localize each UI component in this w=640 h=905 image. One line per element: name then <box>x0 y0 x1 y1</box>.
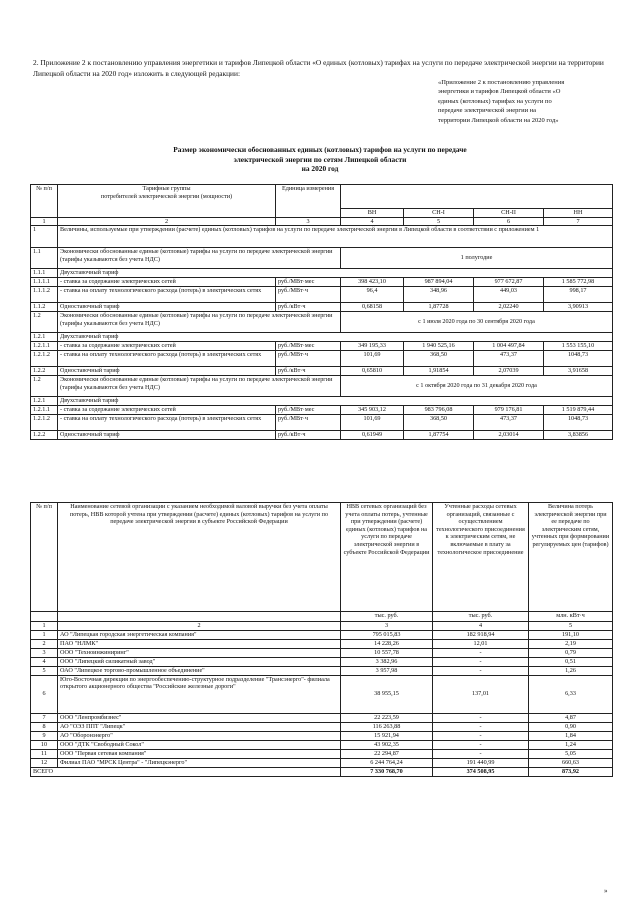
tariff-value: 345 903,12 <box>341 406 404 415</box>
tariff-value: 398 423,10 <box>341 278 404 287</box>
row-number: 1 <box>31 226 58 248</box>
page-mark: » <box>604 887 608 895</box>
tariff-value: 977 672,87 <box>474 278 544 287</box>
tariff-value: 449,03 <box>474 287 544 303</box>
organization-name: ООО "Первая сетевая компания" <box>58 749 341 758</box>
tariff-value: 1 553 155,10 <box>544 342 613 351</box>
column-number: 4 <box>341 217 404 226</box>
tariff-value: 1048,73 <box>544 415 613 431</box>
period-label: 1 полугодие <box>341 248 613 269</box>
organization-name: ООО "Ленпромбизнес" <box>58 713 341 722</box>
losses-value: 6,33 <box>529 675 613 713</box>
losses-value: 1,84 <box>529 731 613 740</box>
row-number: 1.1.1 <box>31 269 58 278</box>
row-title: Одноставочный тариф <box>58 367 276 376</box>
row-number: 1.1.2 <box>31 303 58 312</box>
tech-expenses-value: - <box>433 722 529 731</box>
table-row <box>31 657 613 666</box>
tariff-value: 101,69 <box>341 415 404 431</box>
table-row <box>31 675 613 713</box>
tariff-value: 2,07039 <box>474 367 544 376</box>
header-level: СН-I <box>404 209 474 218</box>
nvv-value: 14 228,26 <box>341 639 433 648</box>
nvv-value: 6 244 764,24 <box>341 758 433 767</box>
heading-line: электрической энергии по сетям Липецкой области <box>233 154 407 164</box>
row-title: - ставка на оплату технологического расхода (потерь) в электрических сетях <box>58 351 276 367</box>
row-number: 1.2.1 <box>31 333 58 342</box>
nvv-value: 22 294,87 <box>341 749 433 758</box>
tariff-value: 0,68158 <box>341 303 404 312</box>
table-row <box>31 248 613 269</box>
losses-value: 0,51 <box>529 657 613 666</box>
table-row <box>31 722 613 731</box>
header-levels-blank <box>341 185 613 209</box>
table-row <box>31 367 613 376</box>
tariff-value: 987 894,04 <box>404 278 474 287</box>
nvv-value: 3 382,96 <box>341 657 433 666</box>
losses-value: 1,26 <box>529 666 613 675</box>
row-title: Экономически обоснованные единые (котловые) тарифы на услуги по передаче электрической энергии (тарифы указываются без учета НДС) <box>58 248 341 269</box>
nvv-value: 43 902,35 <box>341 740 433 749</box>
row-unit: руб./МВт·мес <box>276 406 341 415</box>
unit-label: тыс. руб. <box>433 612 529 622</box>
units-blank <box>31 612 58 622</box>
nvv-value: 10 557,78 <box>341 648 433 657</box>
table-row <box>31 342 613 351</box>
nvv-value: 3 957,98 <box>341 666 433 675</box>
column-number: 2 <box>58 217 276 226</box>
tech-expenses-value: - <box>433 657 529 666</box>
row-number: 1.2.2 <box>31 367 58 376</box>
tariff-value: 983 796,08 <box>404 406 474 415</box>
row-number: 3 <box>31 648 58 657</box>
row-number: 1.2.1.2 <box>31 351 58 367</box>
row-title: Двухставочный тариф <box>58 269 613 278</box>
tariff-value: 998,17 <box>544 287 613 303</box>
tariff-value: 473,37 <box>474 415 544 431</box>
row-number: 1.2 <box>31 312 58 333</box>
row-unit: руб./МВт·мес <box>276 278 341 287</box>
tariff-value: 1,91854 <box>404 367 474 376</box>
column-number: 5 <box>404 217 474 226</box>
losses-value: 2,19 <box>529 639 613 648</box>
table-row <box>31 312 613 333</box>
total-tech-expenses: 374 508,95 <box>433 767 529 776</box>
row-title: Экономически обоснованные единые (котловые) тарифы на услуги по передаче электрической энергии (тарифы указываются без учета НДС) <box>58 312 341 333</box>
heading-line: Размер экономически обоснованных единых (котловых) тарифов на услуги по передаче <box>173 145 467 154</box>
tariff-value: 1,87728 <box>404 303 474 312</box>
row-title: Одноставочный тариф <box>58 431 276 440</box>
tariff-value: 348,96 <box>404 287 474 303</box>
header-level: НН <box>544 209 613 218</box>
column-number: 2 <box>58 622 341 631</box>
row-number: 12 <box>31 758 58 767</box>
tariff-value: 1,87754 <box>404 431 474 440</box>
total-losses: 873,92 <box>529 767 613 776</box>
table-row <box>31 226 613 248</box>
losses-value: 0,90 <box>529 722 613 731</box>
total-nvv: 7 330 768,70 <box>341 767 433 776</box>
row-number: 1.2.1.1 <box>31 406 58 415</box>
organization-name: ОАО "Липецкое торгово-промышленное объединение" <box>58 666 341 675</box>
row-number: 1.2.1.2 <box>31 415 58 431</box>
header-nvv: НВВ сетевых организаций без учета оплаты потерь, учтенные при утверждении (расчете) единых (котловых) тарифов на услуги по передаче электрической энергии в субъекте Российской Федерации <box>341 503 433 612</box>
tariff-value: 349 195,33 <box>341 342 404 351</box>
row-number: 11 <box>31 749 58 758</box>
period-label: с 1 июля 2020 года по 30 сентября 2020 года <box>341 312 613 333</box>
grid-organizations-table <box>30 502 613 777</box>
tariff-value: 2,03014 <box>474 431 544 440</box>
total-row <box>31 767 613 776</box>
column-number: 6 <box>474 217 544 226</box>
table-row <box>31 740 613 749</box>
tech-expenses-value: - <box>433 648 529 657</box>
row-number: 1.2.1 <box>31 397 58 406</box>
row-number: 5 <box>31 666 58 675</box>
row-title: Величины, используемые при утверждении (расчете) единых (котловых) тарифов на услуги по передаче электрической энергии в Липецкой области в соответствии с приложением 1 <box>58 226 613 248</box>
row-number: 9 <box>31 731 58 740</box>
row-number: 1.1.1.1 <box>31 278 58 287</box>
unit-label: млн. кВт·ч <box>529 612 613 622</box>
header-groups-line: потребителей электрической энергии (мощности) <box>100 192 233 200</box>
tariff-value: 0,61949 <box>341 431 404 440</box>
row-number: 1.2 <box>31 376 58 397</box>
units-blank <box>58 612 341 622</box>
organization-name: Юго-Восточная дирекция по энергообеспечению-структурное подразделение "Трансэнерго"- филиала открытого акционерного общества "Российские железные дороги" <box>58 675 341 713</box>
row-number: 7 <box>31 713 58 722</box>
tariff-value: 101,69 <box>341 351 404 367</box>
column-number: 7 <box>544 217 613 226</box>
appendix-note-line: территории Липецкой области на 2020 год» <box>438 116 559 124</box>
table-row <box>31 431 613 440</box>
table-row <box>31 648 613 657</box>
organization-name: ООО "Липецкий силикатный завод" <box>58 657 341 666</box>
row-number: 6 <box>31 675 58 713</box>
column-number: 1 <box>31 217 58 226</box>
row-title: - ставка за содержание электрических сетей <box>58 278 276 287</box>
organization-name: ООО "Техноинжиниринг" <box>58 648 341 657</box>
tariff-value: 3,90913 <box>544 303 613 312</box>
heading-line: на 2020 год <box>301 164 339 173</box>
header-tech-expenses: Учтенные расходы сетевых организаций, связанные с осуществлением технологического присоединения к электрическим сетям, не включаемые в плату за технологическое присоединение <box>433 503 529 612</box>
nvv-value: 15 921,94 <box>341 731 433 740</box>
table-row <box>31 713 613 722</box>
nvv-value: 38 955,15 <box>341 675 433 713</box>
tech-expenses-value: - <box>433 731 529 740</box>
unit-label: тыс. руб. <box>341 612 433 622</box>
header-losses: Величина потерь электрической энергии при ее передаче по электрическим сетям, учтенных при формировании регулируемых цен (тарифов) <box>529 503 613 612</box>
appendix-note-line: энергетики и тарифов Липецкой области «О <box>438 88 561 96</box>
header-number: № п/п <box>31 185 58 218</box>
header-number: № п/п <box>31 503 58 612</box>
organization-name: ООО "ДТК "Свободный Сокол" <box>58 740 341 749</box>
tech-expenses-value: - <box>433 713 529 722</box>
row-title: - ставка за содержание электрических сетей <box>58 342 276 351</box>
column-number: 3 <box>276 217 341 226</box>
table-row <box>31 397 613 406</box>
losses-value: 4,87 <box>529 713 613 722</box>
row-unit: руб./МВт·ч <box>276 287 341 303</box>
row-number: 1 <box>31 630 58 639</box>
row-unit: руб./кВт·ч <box>276 431 341 440</box>
header-level: СН-II <box>474 209 544 218</box>
tech-expenses-value: 137,01 <box>433 675 529 713</box>
row-unit: руб./МВт·ч <box>276 351 341 367</box>
table-row <box>31 639 613 648</box>
row-number: 1.1.1.2 <box>31 287 58 303</box>
tech-expenses-value: 191 440,99 <box>433 758 529 767</box>
table-row <box>31 749 613 758</box>
table-row <box>31 333 613 342</box>
nvv-value: 22 223,59 <box>341 713 433 722</box>
tariff-value: 1 940 525,16 <box>404 342 474 351</box>
table-row <box>31 666 613 675</box>
row-number: 1.2.1.1 <box>31 342 58 351</box>
table-row <box>31 278 613 287</box>
tariff-value: 1 585 772,98 <box>544 278 613 287</box>
table-row <box>31 269 613 278</box>
table-row <box>31 415 613 431</box>
tariff-value: 368,50 <box>404 415 474 431</box>
losses-value: 0,79 <box>529 648 613 657</box>
intro-paragraph: 2. Приложение 2 к постановлению управления энергетики и тарифов Липецкой области «О единых (котловых) тарифах на услуги по передаче электрической энергии на территории Липецкой области на 2020 год» изложить в следующей редакции: <box>33 58 604 78</box>
header-unit: Единица измерения <box>276 185 341 218</box>
row-title: - ставка на оплату технологического расхода (потерь) в электрических сетях <box>58 415 276 431</box>
losses-value: 191,10 <box>529 630 613 639</box>
losses-value: 1,24 <box>529 740 613 749</box>
column-number: 5 <box>529 622 613 631</box>
appendix-note <box>438 78 618 125</box>
tariff-value: 1 004 497,84 <box>474 342 544 351</box>
losses-value: 660,63 <box>529 758 613 767</box>
tariff-value: 1048,73 <box>544 351 613 367</box>
tech-expenses-value: 182 918,94 <box>433 630 529 639</box>
table-row <box>31 303 613 312</box>
organization-name: Филиал ПАО "МРСК Центра" - "Липецкэнерго" <box>58 758 341 767</box>
tariff-value: 96,4 <box>341 287 404 303</box>
appendix-note-line: единых (котловых) тарифах на услуги по <box>438 97 552 105</box>
appendix-note-line: «Приложение 2 к постановлению управления <box>438 79 565 86</box>
tech-expenses-value: - <box>433 749 529 758</box>
row-unit: руб./МВт·ч <box>276 415 341 431</box>
header-groups-line: Тарифные группы <box>142 185 191 192</box>
row-title: Экономически обоснованные единые (котловые) тарифы на услуги по передаче электрической энергии (тарифы указываются без учета НДС) <box>58 376 341 397</box>
tech-expenses-value: - <box>433 666 529 675</box>
row-number: 4 <box>31 657 58 666</box>
appendix-note-line: передаче электрической энергии на <box>438 107 537 115</box>
row-title: Двухставочный тариф <box>58 333 613 342</box>
nvv-value: 795 015,83 <box>341 630 433 639</box>
tariff-value: 3,83856 <box>544 431 613 440</box>
tariff-table <box>30 184 613 440</box>
tech-expenses-value: 12,01 <box>433 639 529 648</box>
tariff-value: 368,50 <box>404 351 474 367</box>
row-unit: руб./МВт·мес <box>276 342 341 351</box>
row-number: 8 <box>31 722 58 731</box>
organization-name: АО "Липецкая городская энергетическая компания" <box>58 630 341 639</box>
tariff-value: 0,65810 <box>341 367 404 376</box>
row-title: Двухставочный тариф <box>58 397 613 406</box>
organization-name: АО "Оборонэнерго" <box>58 731 341 740</box>
row-number: 2 <box>31 639 58 648</box>
row-unit: руб./кВт·ч <box>276 303 341 312</box>
table-row <box>31 376 613 397</box>
tech-expenses-value: - <box>433 740 529 749</box>
tariff-value: 3,91658 <box>544 367 613 376</box>
column-number: 1 <box>31 622 58 631</box>
row-title: - ставка на оплату технологического расхода (потерь) в электрических сетях <box>58 287 276 303</box>
header-level: ВН <box>341 209 404 218</box>
total-label: ВСЕГО <box>31 767 341 776</box>
organization-name: ПАО "НЛМК" <box>58 639 341 648</box>
losses-value: 5,05 <box>529 749 613 758</box>
table-row <box>31 758 613 767</box>
table-row <box>31 406 613 415</box>
table-row <box>31 351 613 367</box>
tariff-value: 979 176,81 <box>474 406 544 415</box>
tariff-value: 473,37 <box>474 351 544 367</box>
table-row <box>31 287 613 303</box>
row-title: - ставка за содержание электрических сетей <box>58 406 276 415</box>
table-row <box>31 630 613 639</box>
table-heading <box>60 145 580 174</box>
row-number: 1.2.2 <box>31 431 58 440</box>
table-row <box>31 731 613 740</box>
period-label: с 1 октября 2020 года по 31 декабря 2020 года <box>341 376 613 397</box>
header-groups <box>58 185 276 218</box>
header-organization: Наименование сетевой организации с указанием необходимой валовой выручки без учета оплаты потерь, НВВ которой учтена при утверждении (расчете) единых (котловых) тарифов на услуги по передаче электрической энергии в субъекте Российской Федерации <box>58 503 341 612</box>
column-number: 4 <box>433 622 529 631</box>
row-number: 10 <box>31 740 58 749</box>
tariff-value: 1 519 879,44 <box>544 406 613 415</box>
tariff-value: 2,02240 <box>474 303 544 312</box>
row-number: 1.1 <box>31 248 58 269</box>
row-title: Одноставочный тариф <box>58 303 276 312</box>
nvv-value: 116 263,88 <box>341 722 433 731</box>
column-number: 3 <box>341 622 433 631</box>
organization-name: АО "ОЭЗ ППТ "Липецк" <box>58 722 341 731</box>
row-unit: руб./кВт·ч <box>276 367 341 376</box>
